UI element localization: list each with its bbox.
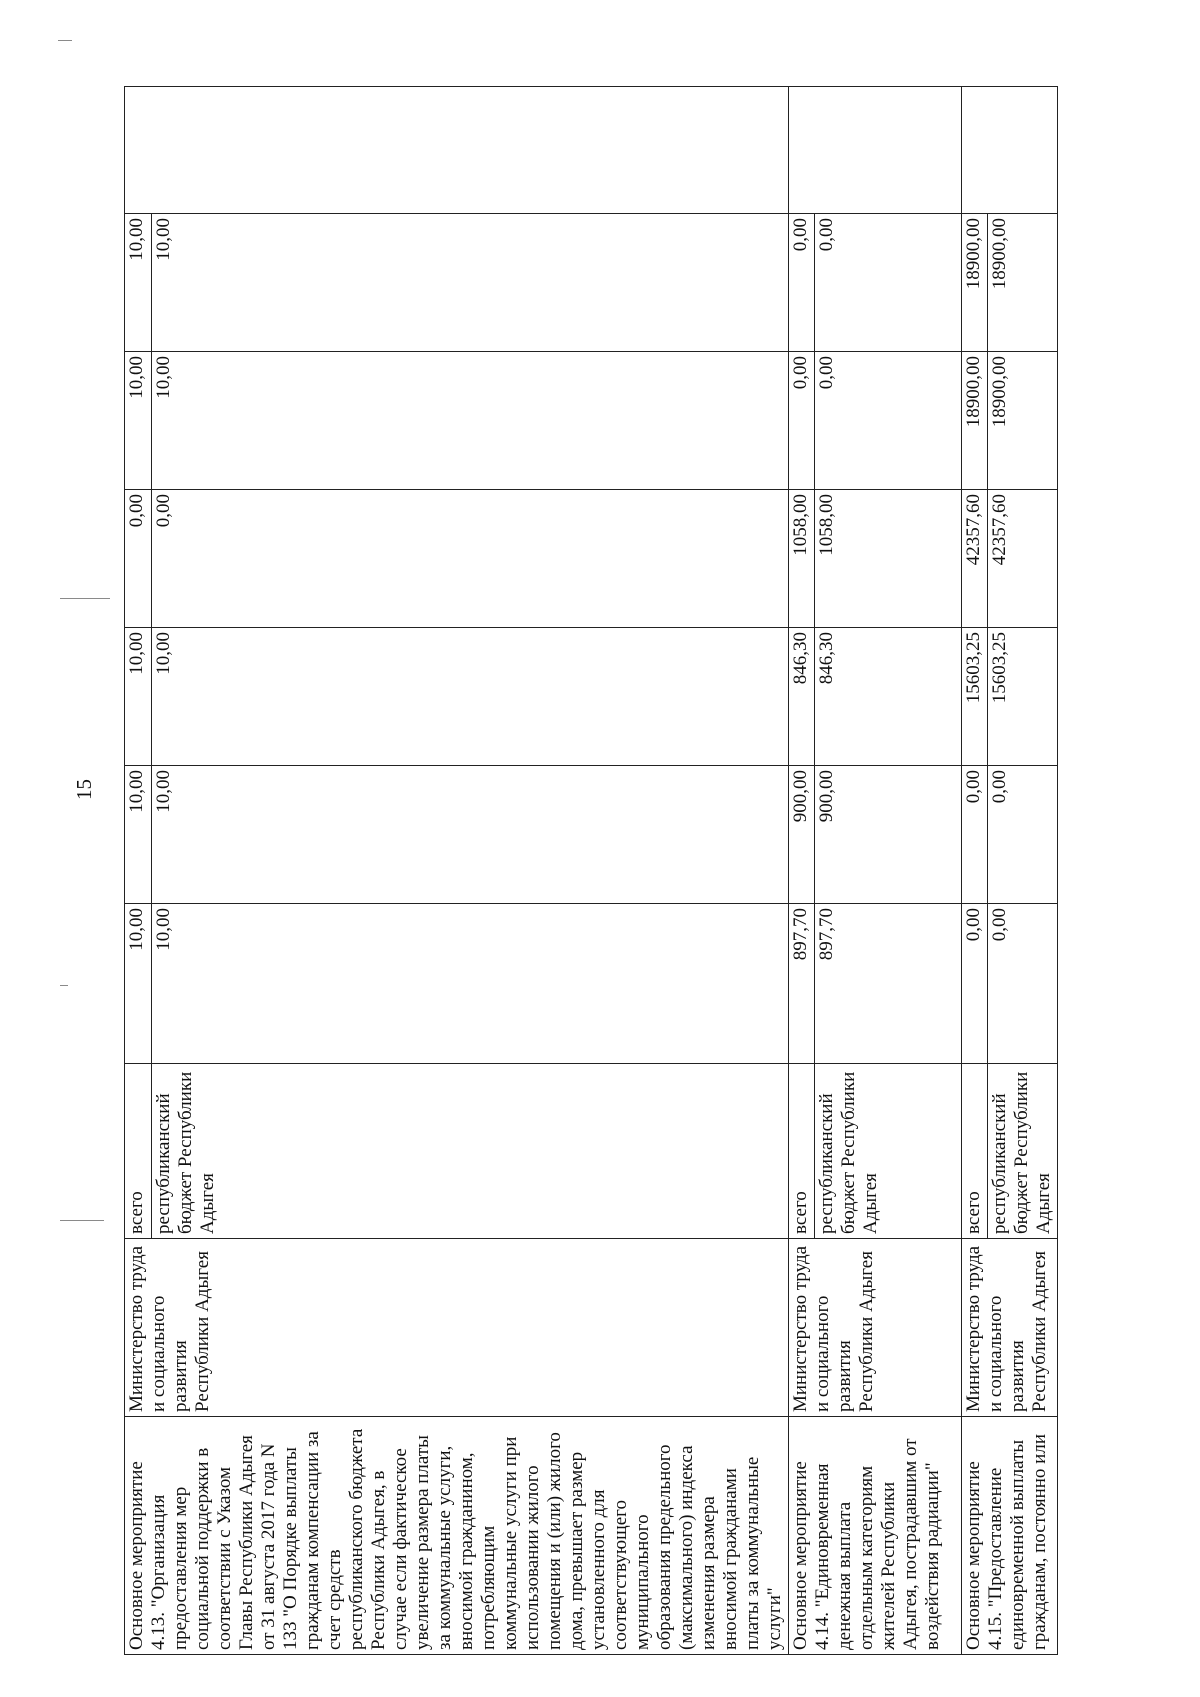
value-cell: 10,00 [151,214,788,352]
table-row [789,87,815,1655]
executor-cell: Министерство труда и социального развития Республики Адыгея [125,1239,789,1417]
funding-table [124,86,1058,1655]
value-cell: 0,00 [125,490,152,628]
source-total-cell: всего [962,1064,988,1239]
page-number: 15 [72,779,96,800]
source-budget-cell: республиканский бюджет Республики Адыгея [151,1064,788,1239]
value-cell: 0,00 [151,490,788,628]
value-cell: 10,00 [125,904,152,1064]
scan-speck [60,1220,104,1221]
value-cell: 15603,25 [988,628,1058,766]
value-cell: 10,00 [151,904,788,1064]
scan-speck [60,598,110,599]
value-cell: 18900,00 [988,352,1058,490]
value-cell: 846,30 [789,628,815,766]
value-cell: 18900,00 [962,214,988,352]
empty-cell [789,87,962,214]
value-cell: 42357,60 [988,490,1058,628]
value-cell: 900,00 [815,766,962,904]
value-cell: 900,00 [789,766,815,904]
source-total-cell: всего [125,1064,152,1239]
value-cell: 897,70 [815,904,962,1064]
value-cell: 0,00 [815,352,962,490]
value-cell: 897,70 [789,904,815,1064]
source-budget-cell: республиканский бюджет Республики Адыгея [815,1064,962,1239]
scan-speck [58,40,72,41]
value-cell: 0,00 [962,766,988,904]
scan-speck [60,985,68,986]
source-budget-cell: республиканский бюджет Республики Адыгея [988,1064,1058,1239]
executor-cell: Министерство труда и социального развития Республики Адыгея [962,1239,1058,1417]
rotated-table-container [124,87,1072,1655]
table-row [962,87,988,1655]
value-cell: 10,00 [125,352,152,490]
value-cell: 1058,00 [789,490,815,628]
empty-cell [962,87,1058,214]
event-cell: Основное мероприятие 4.13. "Организация предоставления мер социальной поддержки в соответствии с Указом Главы Республики Адыгея от 31 августа 2017 года N 133 "О Порядке выплаты гражданам компенсации за счет средств республиканского бюджета Республики Адыгея, в случае если фактическое увеличение размера платы за коммунальные услуги, вносимой гражданином, потребляющим коммунальные услуги при использовании жилого помещения и (или) жилого дома, превышает размер установленного для соответствующего муниципального образования предельного (максимального) индекса изменения размера вносимой гражданами платы за коммунальные услуги" [125,1417,789,1655]
executor-cell: Министерство труда и социального развития Республики Адыгея [789,1239,962,1417]
table-row [125,87,152,1655]
value-cell: 15603,25 [962,628,988,766]
value-cell: 1058,00 [815,490,962,628]
value-cell: 10,00 [151,766,788,904]
event-cell: Основное мероприятие 4.14. "Единовременная денежная выплата отдельным категориям жителей Республики Адыгея, пострадавшим от воздействия радиации" [789,1417,962,1655]
value-cell: 18900,00 [988,214,1058,352]
value-cell: 0,00 [815,214,962,352]
value-cell: 0,00 [988,766,1058,904]
value-cell: 10,00 [125,628,152,766]
source-total-cell: всего [789,1064,815,1239]
empty-cell [125,87,789,214]
value-cell: 846,30 [815,628,962,766]
value-cell: 10,00 [125,766,152,904]
value-cell: 10,00 [151,628,788,766]
value-cell: 42357,60 [962,490,988,628]
value-cell: 0,00 [988,904,1058,1064]
value-cell: 0,00 [789,214,815,352]
value-cell: 0,00 [962,904,988,1064]
value-cell: 18900,00 [962,352,988,490]
value-cell: 10,00 [151,352,788,490]
value-cell: 10,00 [125,214,152,352]
event-cell: Основное мероприятие 4.15. "Предоставление единовременной выплаты гражданам, постоянно или [962,1417,1058,1655]
value-cell: 0,00 [789,352,815,490]
